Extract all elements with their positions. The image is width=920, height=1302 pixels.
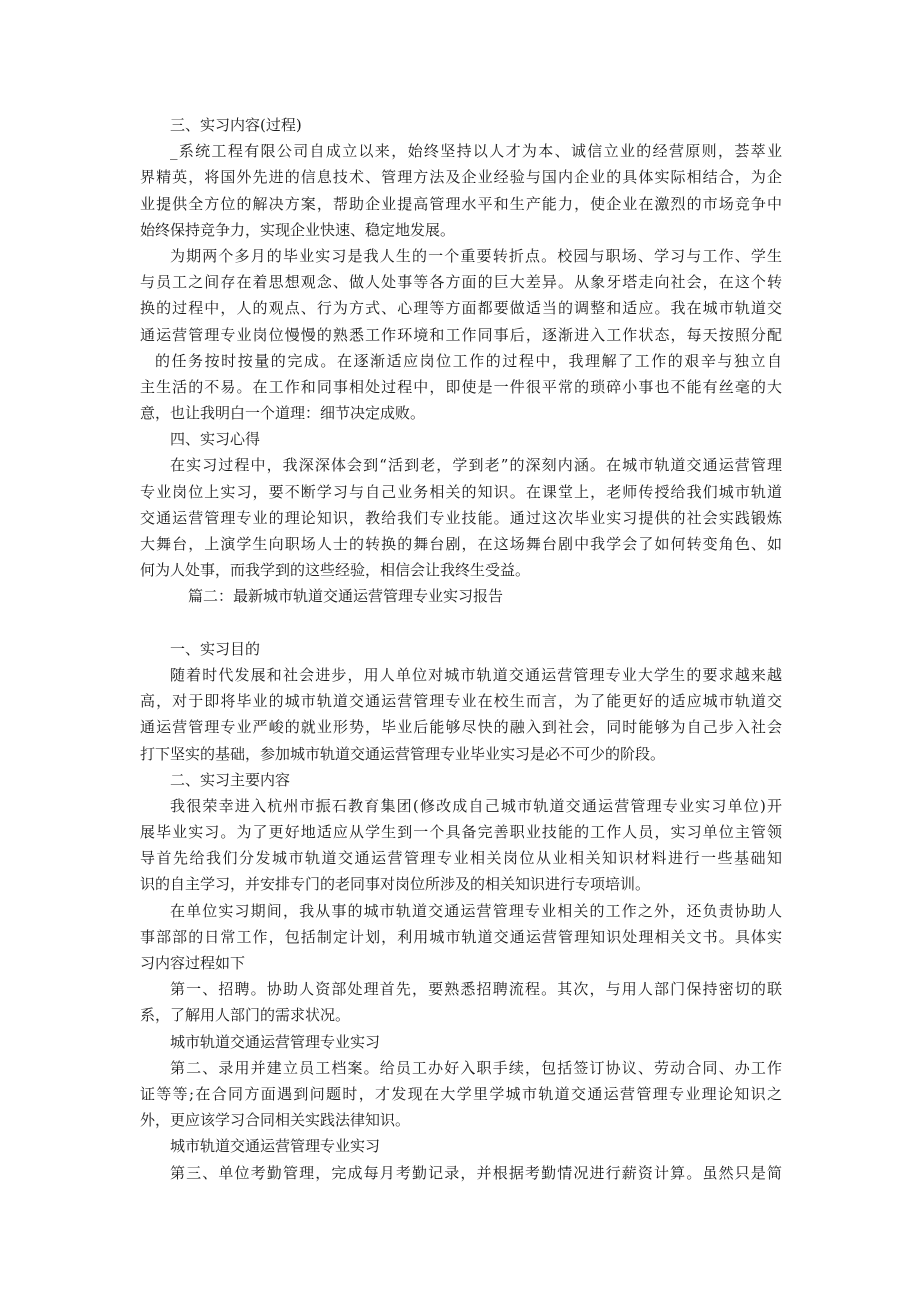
text-line: 换的过程中，人的观点、行为方式、心理等方面都要做适当的调整和适应。我在城市轨道交 xyxy=(140,299,782,318)
text-line: 为期两个多月的毕业实习是我人生的一个重要转折点。校园与职场、学习与工作、学生 xyxy=(170,246,782,265)
text-line: 大舞台，上演学生向职场人士的转换的舞台剧，在这场舞台剧中我学会了如何转变角色、如 xyxy=(140,535,782,553)
text-line: 第一、招聘。协助人资部处理首先，要熟悉招聘流程。其次，与用人部门保持密切的联 xyxy=(170,980,782,999)
text-line: 证等等;在合同方面遇到问题时，才发现在大学里学城市轨道交通运营管理专业理论知识之 xyxy=(140,1084,782,1103)
text-line: 展毕业实习。为了更好地适应从学生到一个具备完善职业技能的工作人员，实习单位主管领 xyxy=(140,823,782,842)
blank-line xyxy=(140,610,782,636)
text-line: 外，更应该学习合同相关实践法律知识。 xyxy=(140,1111,411,1130)
text-line: _系统工程有限公司自成立以来，始终坚持以人才为本、诚信立业的经营原则，荟萃业 xyxy=(170,142,782,161)
text-line: 在实习过程中，我深深体会到“活到老，学到老”的深刻内涵。在城市轨道交通运营管理 xyxy=(170,456,782,475)
text-line: 第三、单位考勤管理，完成每月考勤记录，并根据考勤情况进行薪资计算。虽然只是简 xyxy=(170,1163,782,1182)
text-line: 系，了解用人部门的需求状况。 xyxy=(140,1006,351,1025)
text-line: 习内容过程如下 xyxy=(140,954,246,972)
text-line: 一、实习目的 xyxy=(170,639,261,658)
text-line: 主生活的不易。在工作和同事相处过程中，即使是一件很平常的琐碎小事也不能有丝毫的大 xyxy=(140,377,782,396)
text-line: 的任务按时按量的完成。在逐渐适应岗位工作的过程中，我理解了工作的艰辛与独立自 xyxy=(155,351,782,370)
text-line: 城市轨道交通运营管理专业实习 xyxy=(170,1032,381,1051)
text-line: 二、实习主要内容 xyxy=(170,770,291,789)
text-line: 业提供全方位的解决方案，帮助企业提高管理水平和生产能力，使企业在激烈的市场竞争中 xyxy=(140,194,782,213)
text-line: 三、实习内容(过程) xyxy=(170,116,302,134)
text-line: 界精英，将国外先进的信息技术、管理方法及企业经验与国内企业的具体实际相结合，为企 xyxy=(140,168,782,187)
text-line: 始终保持竞争力，实现企业快速、稳定地发展。 xyxy=(140,220,456,239)
text-line: 通运营管理专业严峻的就业形势，毕业后能够尽快的融入到社会，同时能够为自己步入社会 xyxy=(140,718,782,737)
text-line: 四、实习心得 xyxy=(170,430,261,449)
text-line: 交通运营管理专业的理论知识，教给我们专业技能。通过这次毕业实习提供的社会实践锻炼 xyxy=(140,508,782,527)
text-line: 导首先给我们分发城市轨道交通运营管理专业相关岗位从业相关知识材料进行一些基础知 xyxy=(140,849,782,868)
text-line: 篇二：最新城市轨道交通运营管理专业实习报告 xyxy=(188,587,504,606)
text-line: 在单位实习期间，我从事的城市轨道交通运营管理专业相关的工作之外，还负责协助人 xyxy=(170,901,782,920)
text-line: 识的自主学习，并安排专门的老同事对岗位所涉及的相关知识进行专项培训。 xyxy=(140,875,651,894)
text-line: 专业岗位上实习，要不断学习与自己业务相关的知识。在课堂上，老师传授给我们城市轨道 xyxy=(140,482,782,501)
text-line: 第二、录用并建立员工档案。给员工办好入职手续，包括签订协议、劳动合同、办工作 xyxy=(170,1058,782,1077)
text-line: 打下坚实的基础，参加城市轨道交通运营管理专业毕业实习是必不可少的阶段。 xyxy=(140,744,666,763)
text-line: 随着时代发展和社会进步，用人单位对城市轨道交通运营管理专业大学生的要求越来越 xyxy=(170,665,782,684)
text-line: 我很荣幸进入杭州市振石教育集团(修改成自己城市轨道交通运营管理专业实习单位)开 xyxy=(170,796,782,815)
text-line: 通运营管理专业岗位慢慢的熟悉工作环境和工作同事后，逐渐进入工作状态，每天按照分配 xyxy=(140,325,782,344)
text-line: 高，对于即将毕业的城市轨道交通运营管理专业在校生而言，为了能更好的适应城市轨道交 xyxy=(140,692,782,711)
text-line: 城市轨道交通运营管理专业实习 xyxy=(170,1137,381,1156)
text-line: 与员工之间存在着思想观念、做人处事等各方面的巨大差异。从象牙塔走向社会，在这个转 xyxy=(140,273,782,292)
text-line: 意，也让我明白一个道理：细节决定成败。 xyxy=(140,404,426,423)
text-line: 事部部的日常工作，包括制定计划，利用城市轨道交通运营管理知识处理相关文书。具体实 xyxy=(140,927,782,946)
text-line: 何为人处事，而我学到的这些经验，相信会让我终生受益。 xyxy=(140,561,531,580)
document-body xyxy=(140,112,782,1186)
